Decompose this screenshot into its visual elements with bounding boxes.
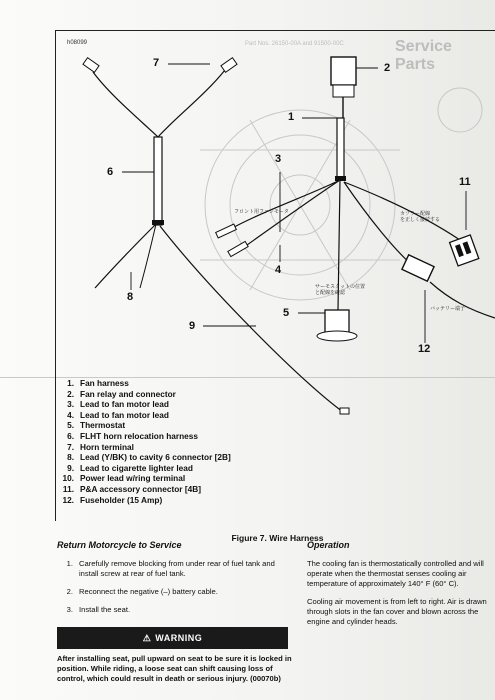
lead-3-connector (216, 224, 237, 238)
horn-terminal-left (83, 58, 99, 73)
callout-1: 1 (288, 111, 295, 123)
legend-item: 12. Fuseholder (15 Amp) (62, 494, 163, 505)
step-item: 3. Install the seat. (66, 605, 131, 614)
thermostat (325, 310, 349, 334)
fan-harness-trunk (337, 118, 344, 178)
callout-5: 5 (283, 307, 290, 319)
figure-id: h08099 (67, 40, 88, 46)
horn-lead-left (93, 72, 158, 137)
callout-12: 12 (418, 343, 431, 355)
operation-heading: Operation (307, 540, 350, 550)
step-item: 1. Carefully remove blocking from under rear of fuel tank and install screw at rear of fuel tank. (66, 559, 275, 578)
operation-paragraph: Cooling air movement is from left to right. Air is drawn through slots in the fan cover and blown across the engine and cylinder heads. (307, 597, 487, 626)
step-item: 2. Reconnect the negative (–) battery cable. (66, 587, 218, 596)
jp-note-fan-motor: フロント用ファンモータ (234, 209, 289, 215)
legend-item: 8. Lead (Y/BK) to cavity 6 connector [2B] (67, 452, 231, 463)
return-steps (57, 559, 292, 623)
callout-2: 2 (384, 62, 391, 74)
bleed-through-title: Service Parts (395, 38, 452, 73)
legend-item: 5. Thermostat (67, 420, 126, 431)
return-heading: Return Motorcycle to Service (57, 540, 182, 550)
callout-8: 8 (127, 291, 134, 303)
legend-item: 2. Fan relay and connector (67, 388, 176, 399)
legend-item: 4. Lead to fan motor lead (67, 409, 169, 420)
horn-lead-right (158, 70, 225, 137)
fuseholder (402, 255, 434, 281)
legend-item: 1. Fan harness (67, 378, 129, 388)
accessory-connector (450, 235, 479, 266)
horn-harness-trunk (154, 137, 162, 225)
legend-item: 9. Lead to cigarette lighter lead (67, 462, 193, 473)
operation-text (307, 559, 495, 635)
callout-11: 11 (459, 176, 471, 188)
lead-12 (344, 182, 412, 265)
jp-note-thermostat: サーモスタットの位置 と配線を確認 (315, 284, 366, 296)
legend-item: 11. P&A accessory connector [4B] (62, 483, 201, 494)
lead-4 (240, 180, 340, 250)
legend-item: 7. Horn terminal (67, 441, 134, 452)
lead-8 (95, 224, 156, 288)
callout-4: 4 (275, 264, 282, 276)
jp-note-battery: バッテリー端子 (430, 306, 466, 312)
lead-9-terminal (340, 408, 349, 414)
lead-8-branch (140, 224, 156, 288)
horn-terminal-right (221, 58, 237, 73)
fuseholder-lead (430, 282, 495, 318)
operation-paragraph: The cooling fan is thermostatically controlled and will operate when the thermostat senses cooling air temperature of approximately 140° F (60° C). (307, 559, 484, 588)
parts-legend (58, 378, 231, 505)
callout-6: 6 (107, 166, 114, 178)
legend-item: 10. Power lead w/ring terminal (62, 473, 186, 484)
horn-harness-splice (152, 220, 164, 225)
bleed-through-part-numbers: Part Nos. 26150-00A and 91500-00C (245, 41, 344, 47)
callout-9: 9 (189, 320, 196, 332)
warning-text: After installing seat, pull upward on seat to be sure it is locked in position. While riding, a loose seat can shift causing loss of control, which could result in death or serious injury. (00070b) (57, 654, 292, 683)
callout-7: 7 (153, 57, 160, 69)
callout-3: 3 (275, 153, 282, 165)
warning-banner (57, 627, 288, 649)
fan-relay (331, 57, 356, 85)
figure-caption: Figure 7. Wire Harness (231, 533, 324, 543)
warning-label: WARNING (155, 633, 203, 643)
legend-item: 6. FLHT horn relocation harness (67, 430, 199, 441)
warning-triangle-icon: ⚠ (142, 632, 152, 643)
jp-note-coupler: カプラー配線 を正しく接続する (400, 211, 441, 223)
legend-item: 3. Lead to fan motor lead (67, 399, 169, 410)
